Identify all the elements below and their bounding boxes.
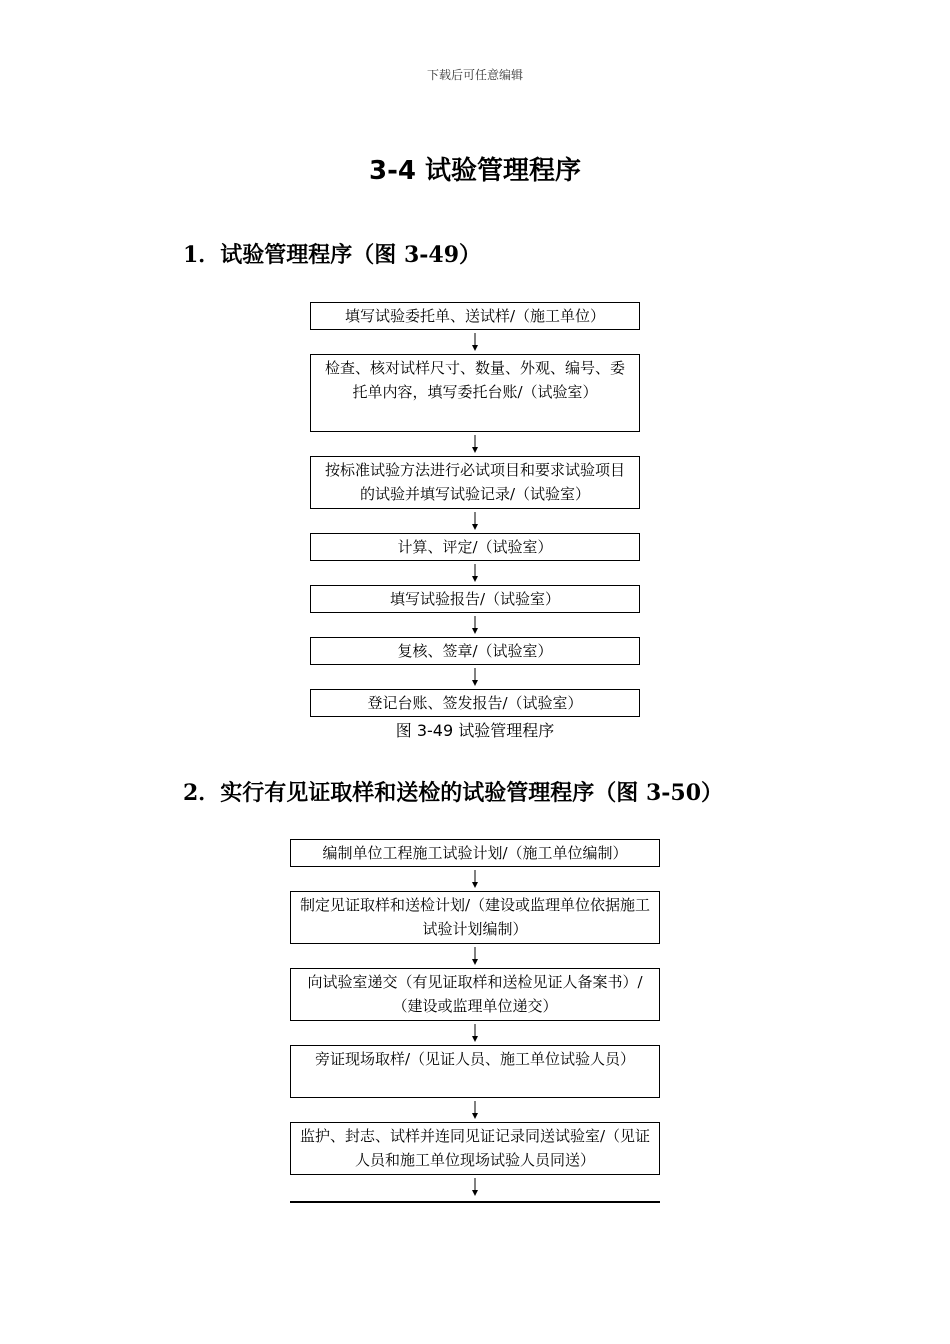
- flow2-step-4: 旁证现场取样/（见证人员、施工单位试验人员）: [290, 1045, 660, 1098]
- section-1-heading: 1．试验管理程序（图 3-49）: [183, 242, 482, 268]
- flow1-step-5: 填写试验报告/（试验室）: [310, 585, 640, 613]
- flow2-step-5: 监护、封志、试样并连同见证记录同送试验室/（见证人员和施工单位现场试验人员同送）: [290, 1122, 660, 1175]
- flowchart-3-49: [310, 302, 640, 743]
- flow1-step-2: 检查、核对试样尺寸、数量、外观、编号、委托单内容，填写委托台账/（试验室）: [310, 354, 640, 432]
- flow2-step-1: 编制单位工程施工试验计划/（施工单位编制）: [290, 839, 660, 867]
- flow1-step-7: 登记台账、签发报告/（试验室）: [310, 689, 640, 717]
- flow1-step-6: 复核、签章/（试验室）: [310, 637, 640, 665]
- down-arrow-icon: [290, 1098, 660, 1122]
- down-arrow-icon: [310, 509, 640, 533]
- flow2-step-2: 制定见证取样和送检计划/（建设或监理单位依据施工试验计划编制）: [290, 891, 660, 944]
- flowchart-3-50: [290, 839, 660, 1203]
- down-arrow-icon: [290, 867, 660, 891]
- section-2-heading: 2．实行有见证取样和送检的试验管理程序（图 3-50）: [183, 780, 724, 806]
- flow2-step-3: 向试验室递交（有见证取样和送检见证人备案书）/（建设或监理单位递交）: [290, 968, 660, 1021]
- document-title: 3-4 试验管理程序: [368, 156, 582, 186]
- down-arrow-icon: [310, 613, 640, 637]
- down-arrow-icon: [310, 561, 640, 585]
- down-arrow-icon: [290, 1175, 660, 1199]
- down-arrow-icon: [290, 1021, 660, 1045]
- figure-caption-3-49: 图 3-49 试验管理程序: [395, 721, 555, 740]
- flow1-step-1: 填写试验委托单、送试样/（施工单位）: [310, 302, 640, 330]
- down-arrow-icon: [290, 944, 660, 968]
- down-arrow-icon: [310, 432, 640, 456]
- down-arrow-icon: [310, 330, 640, 354]
- down-arrow-icon: [310, 665, 640, 689]
- flow1-step-4: 计算、评定/（试验室）: [310, 533, 640, 561]
- header-note: 下载后可任意编辑: [426, 68, 523, 82]
- flow1-step-3: 按标准试验方法进行必试项目和要求试验项目的试验并填写试验记录/（试验室）: [310, 456, 640, 509]
- bottom-rule-line: [290, 1201, 660, 1203]
